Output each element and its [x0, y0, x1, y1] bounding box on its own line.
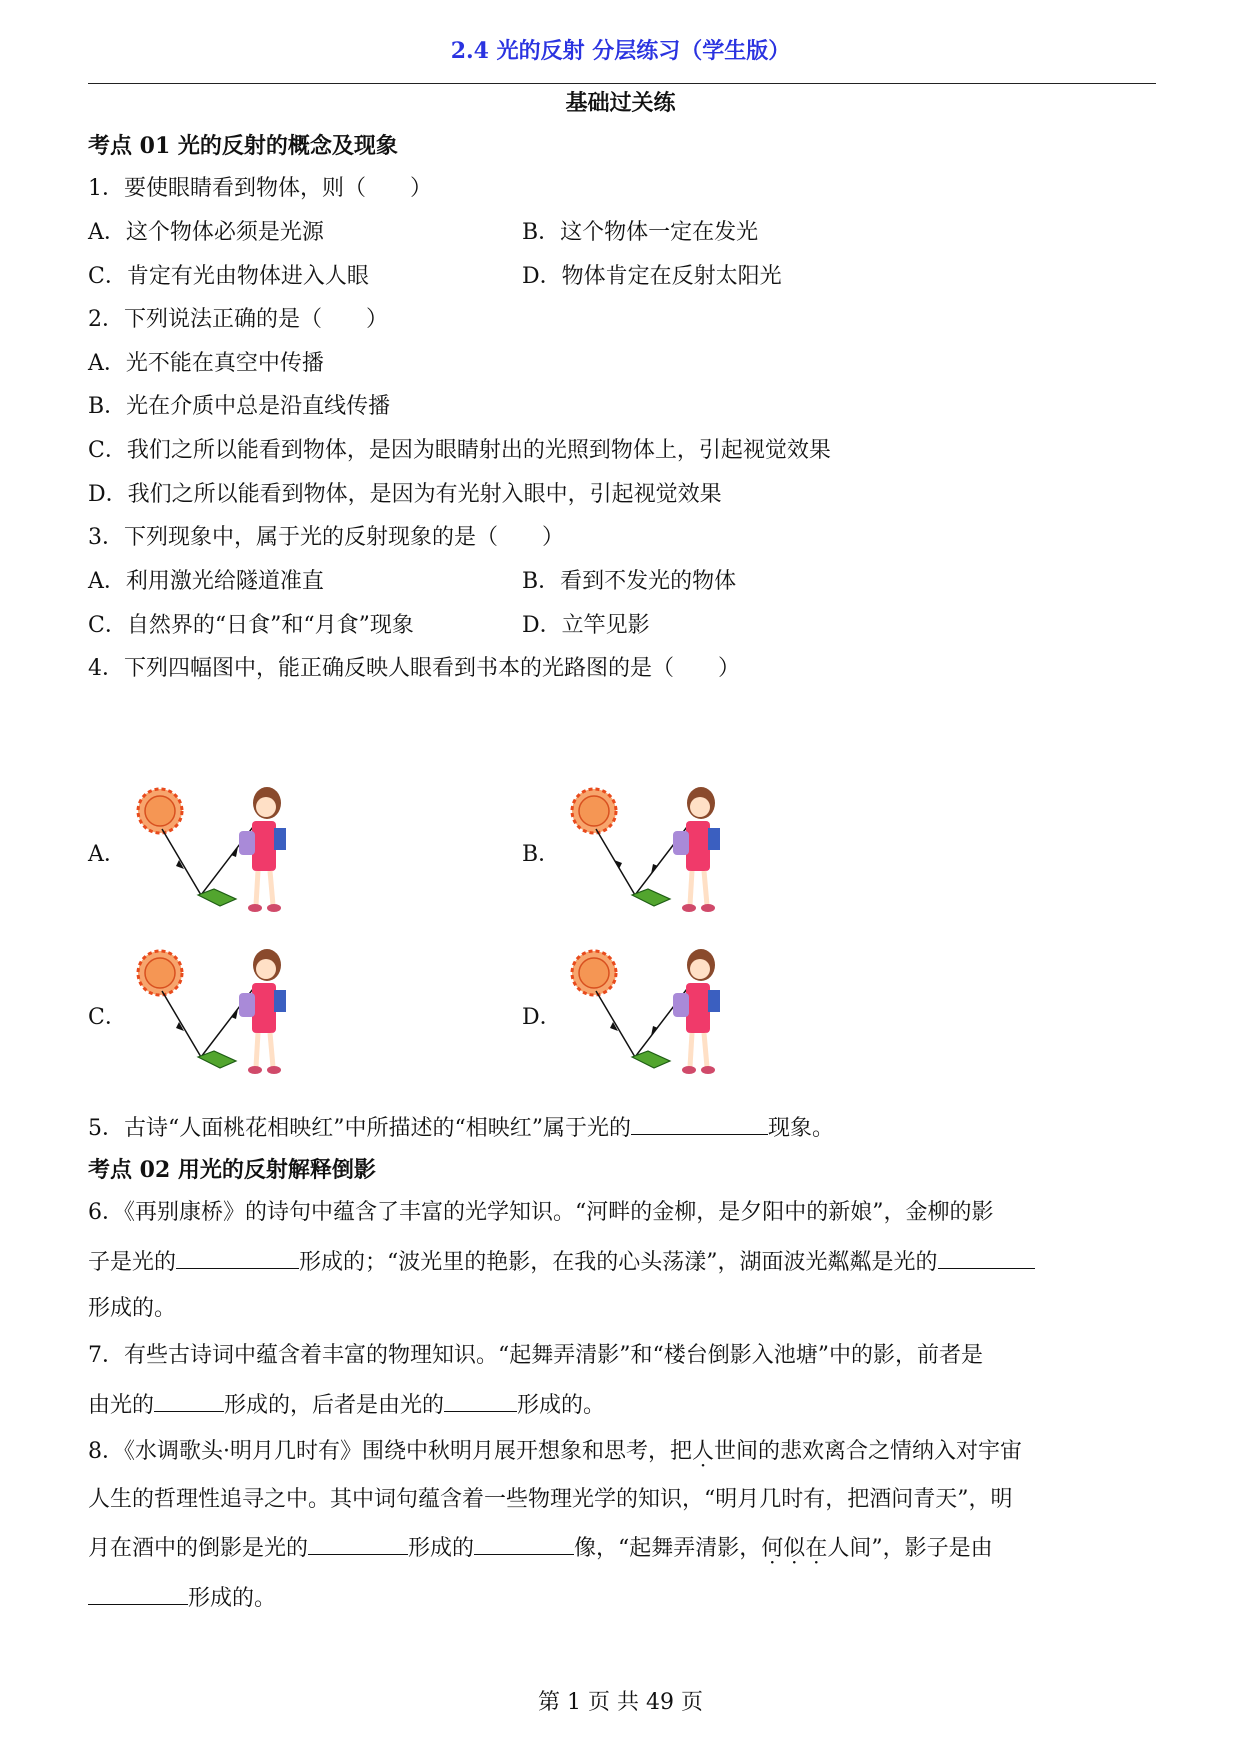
question-3-stem: 3．下列现象中，属于光的反射现象的是（ ）: [88, 525, 564, 550]
question-2-option-c: C．我们之所以能看到物体，是因为眼睛射出的光照到物体上，引起视觉效果: [88, 438, 831, 463]
question-3-option-b: B．看到不发光的物体: [522, 569, 737, 594]
question-5-text-end: 现象。: [768, 1116, 835, 1141]
question-1-option-c: C．肯定有光由物体进入人眼: [88, 264, 369, 289]
light-path-diagram-b: [562, 783, 752, 918]
light-path-diagram-c: [128, 945, 318, 1080]
question-8-blank-1[interactable]: [308, 1532, 408, 1555]
question-4-option-a-label: A．: [88, 842, 126, 867]
sun-icon: [572, 789, 616, 833]
question-8-text-d: 形成的: [408, 1536, 475, 1561]
knowledge-point-2-heading: 考点 02 用光的反射解释倒影: [88, 1157, 376, 1183]
question-7-blank-2[interactable]: [444, 1389, 517, 1412]
question-8-dotted-char: 何: [761, 1536, 784, 1561]
question-6-text-a: 子是光的: [88, 1250, 177, 1275]
question-4-option-d-label: D．: [522, 1005, 562, 1030]
question-4-option-c-label: C．: [88, 1005, 127, 1030]
header-divider: [88, 83, 1156, 84]
question-8-dotted-char: 人: [692, 1439, 715, 1464]
light-path-diagram-a: [128, 783, 318, 918]
question-6-line-3: 形成的。: [88, 1296, 177, 1321]
question-3-option-d: D．立竿见影: [522, 613, 650, 638]
question-8-blank-3[interactable]: [88, 1582, 188, 1605]
question-8-text-c: 月在酒中的倒影是光的: [88, 1536, 309, 1561]
question-6-line-2: [88, 1246, 1035, 1278]
question-3-option-c: C．自然界的“日食”和“月食”现象: [88, 613, 414, 638]
question-7-blank-1[interactable]: [154, 1389, 224, 1412]
girl-figure-icon: [673, 949, 720, 1074]
girl-figure-icon: [239, 787, 286, 912]
question-8-text-a: 8．《水调歌头·明月几时有》围绕中秋明月展开想象和思考，把: [88, 1439, 692, 1464]
light-path-diagram-d: [562, 945, 752, 1080]
question-8-text-b: 世间的悲欢离合之情纳入对宇宙: [714, 1439, 1023, 1464]
question-3-option-a: A．利用激光给隧道准直: [88, 569, 324, 594]
question-2-stem: 2．下列说法正确的是（ ）: [88, 307, 388, 332]
question-8-line-1: [88, 1437, 1022, 1467]
page-header-title: 2.4 光的反射 分层练习（学生版）: [450, 38, 791, 64]
question-6-text-b: 形成的；“波光里的艳影，在我的心头荡漾”，湖面波光粼粼是光的: [299, 1250, 938, 1275]
question-8-dotted-char: 似: [783, 1536, 806, 1561]
section-title: 基础过关练: [565, 90, 676, 116]
question-7-text-a: 由光的: [88, 1393, 155, 1418]
sun-icon: [572, 951, 616, 995]
sun-icon: [138, 951, 182, 995]
question-6-blank-1[interactable]: [176, 1246, 299, 1269]
sun-icon: [138, 789, 182, 833]
question-8-text-e: 像，“起舞弄清影，: [574, 1536, 762, 1561]
question-4-option-b-label: B．: [522, 842, 561, 867]
question-8-text-g: 形成的。: [188, 1586, 277, 1611]
question-7-text-c: 形成的。: [517, 1393, 606, 1418]
question-7-line-2: [88, 1389, 605, 1421]
question-2-option-a: A．光不能在真空中传播: [88, 351, 324, 376]
question-8-blank-2[interactable]: [474, 1532, 574, 1555]
question-1-option-a: A．这个物体必须是光源: [88, 220, 324, 245]
question-2-option-d: D．我们之所以能看到物体，是因为有光射入眼中，引起视觉效果: [88, 482, 722, 507]
page-footer: 第 1 页 共 49 页: [538, 1690, 703, 1715]
question-8-dotted-char: 在: [805, 1536, 828, 1561]
question-5: [88, 1112, 834, 1144]
question-8-line-2: 人生的哲理性追寻之中。其中词句蕴含着一些物理光学的知识，“明月几时有，把酒问青天”，明: [88, 1487, 1013, 1512]
question-1-option-b: B．这个物体一定在发光: [522, 220, 759, 245]
question-8-line-3: [88, 1532, 993, 1564]
question-5-text: 5．古诗“人面桃花相映红”中所描述的“相映红”属于光的: [88, 1116, 631, 1141]
question-2-option-b: B．光在介质中总是沿直线传播: [88, 394, 391, 419]
knowledge-point-1-heading: 考点 01 光的反射的概念及现象: [88, 133, 398, 159]
question-4-stem: 4．下列四幅图中，能正确反映人眼看到书本的光路图的是（ ）: [88, 656, 740, 681]
question-1-option-d: D．物体肯定在反射太阳光: [522, 264, 782, 289]
question-7-text-b: 形成的，后者是由光的: [224, 1393, 445, 1418]
question-1-stem: 1．要使眼睛看到物体，则（ ）: [88, 176, 432, 201]
question-8-text-f: 人间”，影子是由: [827, 1536, 993, 1561]
girl-figure-icon: [239, 949, 286, 1074]
girl-figure-icon: [673, 787, 720, 912]
question-7-line-1: 7．有些古诗词中蕴含着丰富的物理知识。“起舞弄清影”和“楼台倒影入池塘”中的影，前者是: [88, 1343, 983, 1368]
question-8-line-4: [88, 1582, 276, 1614]
question-6-line-1: 6．《再别康桥》的诗句中蕴含了丰富的光学知识。“河畔的金柳，是夕阳中的新娘”，金柳的影: [88, 1200, 994, 1225]
question-5-blank[interactable]: [631, 1112, 768, 1135]
question-6-blank-2[interactable]: [938, 1246, 1035, 1269]
